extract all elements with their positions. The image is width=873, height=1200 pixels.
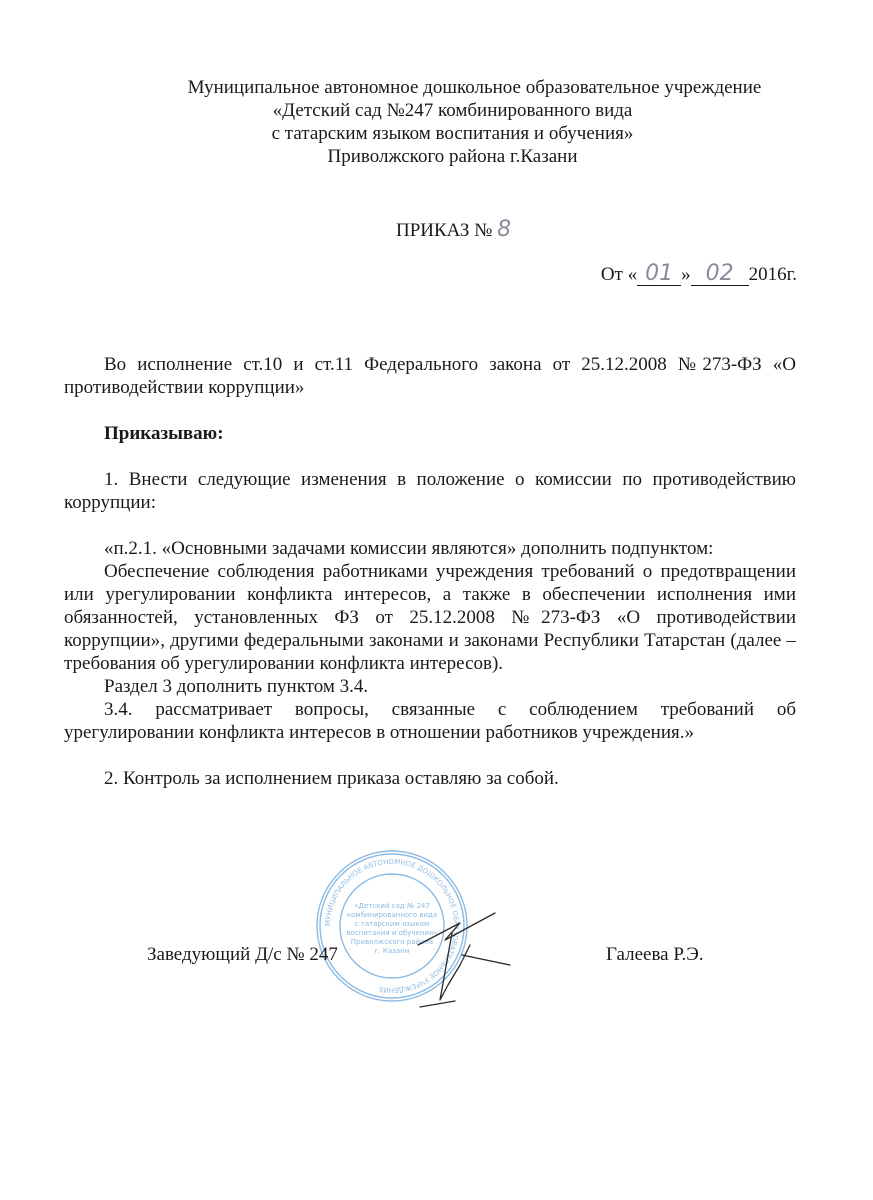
header-line-2: «Детский сад №247 комбинированного вида	[272, 100, 633, 121]
intro-paragraph: Во исполнение ст.10 и ст.11 Федерального закона от 25.12.2008 №273-ФЗ «О противодействии коррупции»	[64, 354, 796, 398]
item-2: 2. Контроль за исполнением приказа оставляю за собой.	[104, 768, 559, 789]
header-line-3: с татарским языком воспитания и обучения»	[271, 123, 634, 144]
institution-header	[0, 76, 873, 168]
stamp-line-3: с татарским языком	[354, 920, 430, 928]
date-year: 2016г.	[748, 264, 797, 285]
header-line-1: Муниципальное автономное дошкольное образовательное учреждение	[187, 77, 762, 98]
signer-position: Заведующий Д/с № 247	[147, 944, 338, 965]
stamp-line-4: воспитания и обучения»	[346, 929, 438, 937]
date-month: 02	[705, 261, 734, 286]
section-3: Раздел 3 дополнить пунктом 3.4.	[104, 676, 369, 697]
quote-text: Обеспечение соблюдения работниками учреждения требований о предотвращении или урегулировании конфликта интересов, а также в обеспечении исполнения ими обязанностей, установленных ФЗ от 25.12.2008 №273-ФЗ «О противодействии коррупции», другими федеральными законами и законами Республики Татарстан (далее – требования об урегулировании конфликта интересов).	[64, 561, 796, 674]
stamp-line-5: Приволжского района	[350, 938, 434, 946]
document-body	[64, 353, 796, 790]
handwritten-signature	[400, 905, 520, 1015]
item-1: 1. Внести следующие изменения в положение о комиссии по противодействию коррупции:	[64, 469, 796, 513]
command-heading: Приказываю:	[104, 423, 224, 444]
stamp-line-6: г. Казани	[374, 947, 410, 955]
item-3-4: 3.4. рассматривает вопросы, связанные с соблюдением требований об урегулировании конфликта интересов в отношении работников учреждения.»	[64, 699, 796, 743]
order-date	[601, 263, 797, 286]
header-line-4: Приволжского района г.Казани	[327, 146, 578, 167]
order-title-label: ПРИКАЗ №	[396, 220, 493, 241]
date-mid: »	[681, 264, 691, 285]
stamp-line-1: «Детский сад № 247	[354, 902, 430, 910]
stamp-ring-text: МУНИЦИПАЛЬНОЕ АВТОНОМНОЕ ДОШКОЛЬНОЕ ОБРАЗОВАТЕЛЬНОЕ УЧРЕЖДЕНИЕ	[323, 857, 461, 995]
stamp-line-2: комбинированного вида	[346, 911, 438, 919]
order-title	[396, 218, 511, 242]
order-number: 8	[497, 217, 512, 242]
date-prefix: От «	[600, 264, 638, 285]
date-day: 01	[645, 261, 674, 286]
signer-name: Галеева Р.Э.	[606, 944, 704, 965]
quote-intro: «п.2.1. «Основными задачами комиссии являются» дополнить подпунктом:	[104, 538, 714, 559]
